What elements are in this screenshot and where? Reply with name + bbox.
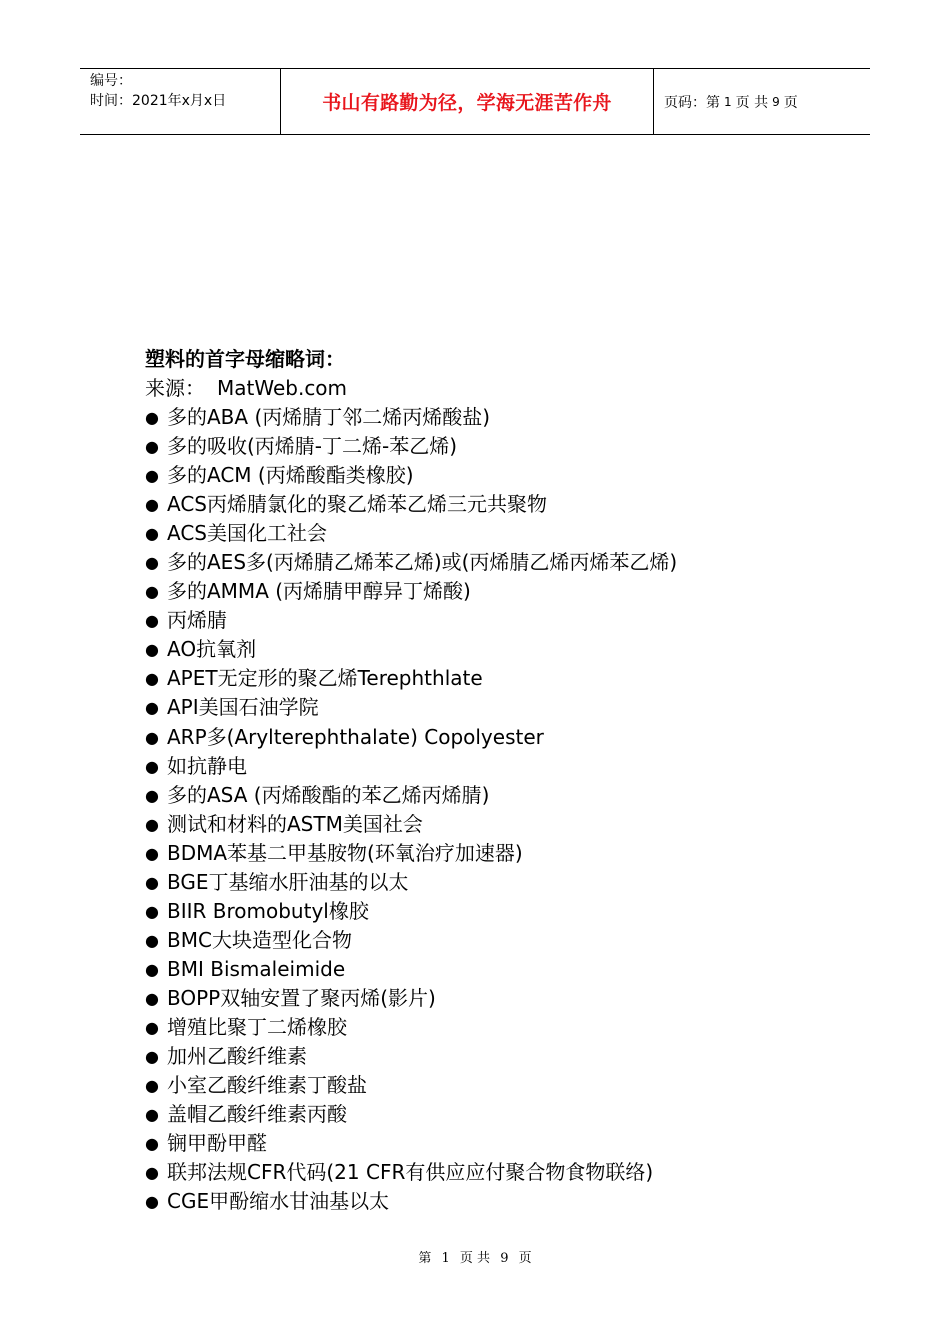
bullet-icon: ● xyxy=(145,872,159,892)
footer-mid: 页 共 xyxy=(459,1251,491,1266)
header-number-label: 编号： xyxy=(90,73,132,89)
document-header xyxy=(80,68,870,135)
list-item-text: BMI Bismaleimide xyxy=(167,956,346,981)
header-meta-cell xyxy=(80,69,281,134)
list-item xyxy=(145,781,865,810)
source-label: 来源： xyxy=(145,376,205,400)
source-value: MatWeb.com xyxy=(217,376,348,400)
bullet-icon: ● xyxy=(145,1076,159,1096)
bullet-icon: ● xyxy=(145,495,159,515)
list-item-text: API美国石油学院 xyxy=(167,695,319,720)
bullet-icon: ● xyxy=(145,959,159,979)
list-item-text: 多的ASA (丙烯酸酯的苯乙烯丙烯腈) xyxy=(167,782,490,807)
bullet-icon: ● xyxy=(145,1047,159,1067)
list-item xyxy=(145,432,865,461)
header-page-suffix: 页 xyxy=(783,94,798,111)
list-item-text: 测试和材料的ASTM美国社会 xyxy=(167,811,423,836)
list-item xyxy=(145,490,865,519)
list-item-text: 增殖比聚丁二烯橡胶 xyxy=(167,1014,347,1039)
header-page-prefix: 页码：第 xyxy=(664,94,720,111)
list-item xyxy=(145,664,865,693)
bullet-icon: ● xyxy=(145,1134,159,1154)
list-item-text: 多的ACM (丙烯酸酯类橡胶) xyxy=(167,463,414,488)
list-item xyxy=(145,810,865,839)
list-item xyxy=(145,519,865,548)
list-item-text: 丙烯腈 xyxy=(167,608,227,633)
list-item xyxy=(145,1129,865,1158)
list-item xyxy=(145,984,865,1013)
list-item-text: ACS丙烯腈氯化的聚乙烯苯乙烯三元共聚物 xyxy=(167,492,547,517)
list-item-text: 多的ABA (丙烯腈丁邻二烯丙烯酸盐) xyxy=(167,405,491,429)
header-motto: 书山有路勤为径，学海无涯苦作舟 xyxy=(322,92,612,114)
bullet-icon: ● xyxy=(145,1105,159,1125)
list-item xyxy=(145,1187,865,1216)
list-item-text: CGE甲酚缩水甘油基以太 xyxy=(167,1189,390,1214)
bullet-icon: ● xyxy=(145,901,159,921)
header-page-mid: 页 共 xyxy=(735,94,769,111)
list-item xyxy=(145,577,865,606)
list-item-text: 多的AES多(丙烯腈乙烯苯乙烯)或(丙烯腈乙烯丙烯苯乙烯) xyxy=(167,550,678,575)
list-item-text: AO抗氧剂 xyxy=(167,637,257,662)
list-item-text: BGE丁基缩水肝油基的以太 xyxy=(167,869,409,894)
list-item-text: 多的吸收(丙烯腈-丁二烯-苯乙烯) xyxy=(167,434,458,459)
bullet-icon: ● xyxy=(145,785,159,805)
list-item xyxy=(145,606,865,635)
list-item xyxy=(145,635,865,664)
list-item xyxy=(145,1100,865,1129)
bullet-icon: ● xyxy=(145,1163,159,1183)
bullet-icon: ● xyxy=(145,553,159,573)
document-body xyxy=(145,345,865,1216)
footer-suffix: 页 xyxy=(518,1251,532,1266)
bullet-icon: ● xyxy=(145,988,159,1008)
bullet-icon: ● xyxy=(145,814,159,834)
footer-prefix: 第 xyxy=(418,1251,432,1266)
list-item xyxy=(145,548,865,577)
list-item xyxy=(145,1042,865,1071)
list-item xyxy=(145,1158,865,1187)
bullet-icon: ● xyxy=(145,1192,159,1212)
page-footer xyxy=(0,1247,950,1266)
list-item-text: BDMA苯基二甲基胺物(环氧治疗加速器) xyxy=(167,840,523,865)
list-item xyxy=(145,926,865,955)
list-item-text: ACS美国化工社会 xyxy=(167,521,327,546)
bullet-icon: ● xyxy=(145,437,159,457)
list-item-text: 多的AMMA (丙烯腈甲醇异丁烯酸) xyxy=(167,579,471,604)
header-page-current: 1 xyxy=(724,94,732,109)
list-item-text: 加州乙酸纤维素 xyxy=(167,1044,307,1069)
header-page-cell xyxy=(654,69,870,134)
header-date-label: 时间：2021年x月x日 xyxy=(90,93,227,109)
bullet-icon: ● xyxy=(145,466,159,486)
document-title: 塑料的首字母缩略词： xyxy=(145,347,345,371)
bullet-icon: ● xyxy=(145,843,159,863)
list-item xyxy=(145,868,865,897)
list-item-text: 锎甲酚甲醛 xyxy=(167,1131,267,1156)
list-item xyxy=(145,1071,865,1100)
footer-current-page: 1 xyxy=(441,1251,450,1266)
footer-total-pages: 9 xyxy=(500,1251,509,1266)
list-item-text: 小室乙酸纤维素丁酸盐 xyxy=(167,1073,367,1098)
bullet-icon: ● xyxy=(145,1017,159,1037)
list-item-text: BMC大块造型化合物 xyxy=(167,927,352,952)
list-item xyxy=(145,723,865,752)
list-item xyxy=(145,752,865,781)
list-item-text: BOPP双轴安置了聚丙烯(影片) xyxy=(167,985,436,1010)
bullet-icon: ● xyxy=(145,669,159,689)
bullet-icon: ● xyxy=(145,756,159,776)
bullet-icon: ● xyxy=(145,611,159,631)
header-motto-cell xyxy=(281,69,654,134)
header-page-total: 9 xyxy=(772,94,780,109)
bullet-icon: ● xyxy=(145,727,159,747)
list-item-text: BIIR Bromobutyl橡胶 xyxy=(167,898,369,923)
list-item xyxy=(145,693,865,722)
list-item-text: APET无定形的聚乙烯Terephthlate xyxy=(167,666,483,691)
bullet-icon: ● xyxy=(145,408,159,427)
bullet-icon: ● xyxy=(145,930,159,950)
list-item xyxy=(145,1013,865,1042)
list-item xyxy=(145,955,865,984)
bullet-icon: ● xyxy=(145,640,159,660)
list-item-text: ARP多(Arylterephthalate) Copolyester xyxy=(167,724,544,749)
list-item xyxy=(145,897,865,926)
list-item xyxy=(145,461,865,490)
list-item-text: 盖帽乙酸纤维素丙酸 xyxy=(167,1102,347,1127)
list-item-text: 如抗静电 xyxy=(167,753,247,778)
bullet-icon: ● xyxy=(145,698,159,718)
source-line xyxy=(145,374,865,403)
list-item xyxy=(145,839,865,868)
bullet-icon: ● xyxy=(145,524,159,544)
list-item xyxy=(145,403,865,432)
abbreviation-list xyxy=(145,403,865,1216)
bullet-icon: ● xyxy=(145,582,159,602)
list-item-text: 联邦法规CFR代码(21 CFR有供应应付聚合物食物联络) xyxy=(167,1160,654,1185)
